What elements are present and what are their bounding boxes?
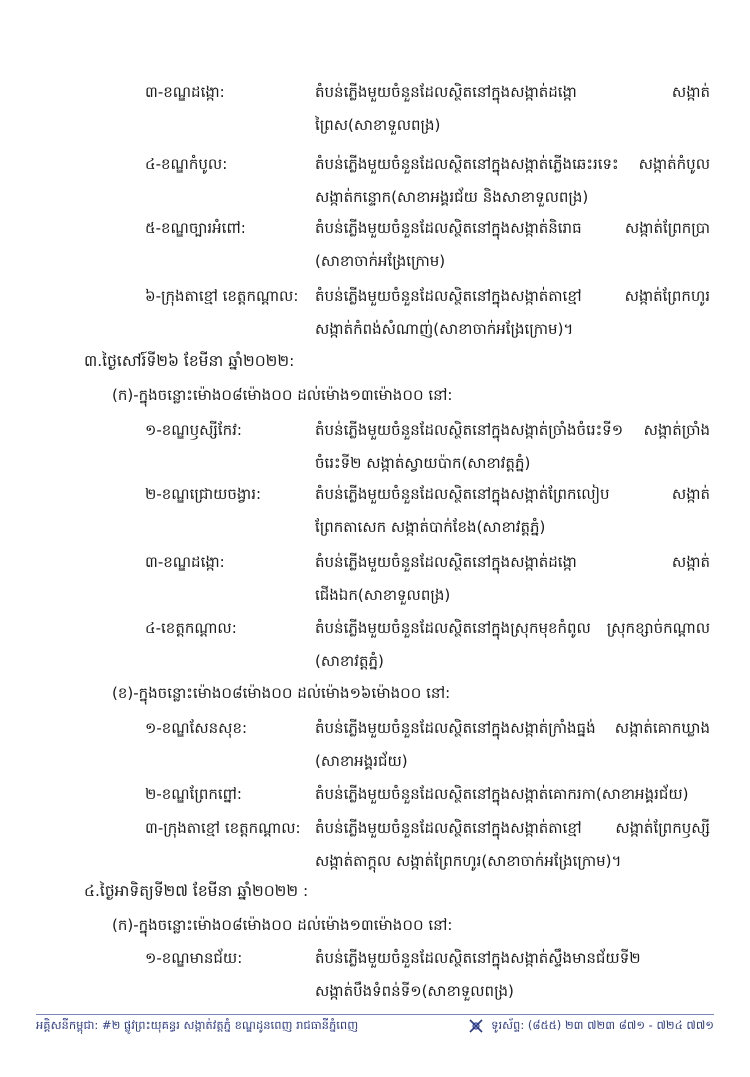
district-label: ១-ខណ្ឌសែនសុខ:: [145, 719, 248, 737]
time-range-title: (ក)-ក្នុងចន្លោះម៉ោង០៨ម៉ោង០០ ដល់ម៉ោង១៣ម៉ោង០០ នៅ:: [112, 386, 453, 404]
time-range-title: (ក)-ក្នុងចន្លោះម៉ោង០៨ម៉ោង០០ ដល់ម៉ោង១៣ម៉ោង០០ នៅ:: [112, 916, 453, 934]
list-item: [145, 478, 710, 544]
list-item: [145, 546, 710, 612]
list-item: [145, 778, 710, 811]
footer-phone: ទូរស័ព្ទ: (៨៥៥) ២៣ ៧២៣ ៨៧១ - ៧២៤ ៧៧១: [491, 1017, 714, 1032]
area-description: តំបន់ភ្លើងមួយចំនួនដែលស្ថិតនៅក្នុងសង្កាត់ក្រាំងធ្នង់ សង្កាត់គោកឃ្លាង (សាខាអង្គរជ័យ): [315, 719, 710, 770]
list-item: [145, 280, 710, 346]
day-heading: ៤.ថ្ងៃអាទិត្យទី២៧ ខែមីនា ឆ្នាំ២០២២ :: [84, 882, 309, 900]
phone-logo-icon: [467, 1017, 485, 1035]
area-description: តំបន់ភ្លើងមួយចំនួនដែលស្ថិតនៅក្នុងសង្កាត់តាខ្មៅ សង្កាត់ព្រែកឫស្សី សង្កាត់តាក្ដុល សង្កាត់ព្រែកហូរ(សាខាចាក់អង្រែក្រោម)។: [315, 819, 710, 870]
list-item: [145, 148, 710, 214]
district-label: ២-ខណ្ឌព្រែកព្នៅ:: [145, 785, 242, 803]
area-description: តំបន់ភ្លើងមួយចំនួនដែលស្ថិតនៅក្នុងសង្កាត់ដង្កោ សង្កាត់ជើងឯក(សាខាទួលពង្រ): [315, 553, 710, 604]
footer-divider: [36, 1014, 714, 1015]
area-description: តំបន់ភ្លើងមួយចំនួនដែលស្ថិតនៅក្នុងសង្កាត់ភ្លើងឆេះរទេះ សង្កាត់កំបូល សង្កាត់កន្ទោក(សាខាអង្គរជ័យ និងសាខាទួលពង្រ): [315, 155, 710, 206]
area-description: តំបន់ភ្លើងមួយចំនួនដែលស្ថិតនៅក្នុងសង្កាត់ដង្កោ សង្កាត់ព្រៃស(សាខាទួលពង្រ): [315, 83, 710, 134]
list-item: [145, 212, 710, 278]
district-label: ៤-ខេត្តកណ្ដាល:: [145, 619, 237, 637]
district-label: ៥-ខណ្ឌច្បារអំពៅ:: [145, 219, 246, 237]
area-description: តំបន់ភ្លើងមួយចំនួនដែលស្ថិតនៅក្នុងសង្កាត់គោករកា(សាខាអង្គរជ័យ): [315, 785, 689, 803]
list-item: [145, 414, 710, 480]
list-item: [145, 76, 710, 142]
time-range-title: (ខ)-ក្នុងចន្លោះម៉ោង០៨ម៉ោង០០ ដល់ម៉ោង១៦ម៉ោង០០ នៅ:: [112, 684, 451, 702]
district-label: ៣-ខណ្ឌដង្កោ:: [145, 83, 225, 101]
area-description: តំបន់ភ្លើងមួយចំនួនដែលស្ថិតនៅក្នុងសង្កាត់ព្រែកលៀប សង្កាត់ព្រែកតាសេក សង្កាត់បាក់ខែង(សាខាវត្តភ្នំ): [315, 485, 710, 536]
list-item: [145, 612, 710, 678]
district-label: ៤-ខណ្ឌកំបូល:: [145, 155, 228, 173]
district-label: ៣-ក្រុងតាខ្មៅ ខេត្តកណ្ដាល:: [145, 819, 301, 837]
list-item: [145, 942, 710, 1008]
area-description: តំបន់ភ្លើងមួយចំនួនដែលស្ថិតនៅក្នុងសង្កាត់តាខ្មៅ សង្កាត់ព្រែកហូរ សង្កាត់កំពង់សំណាញ់(សាខាចាក់អង្រែក្រោម)។: [315, 287, 710, 338]
district-label: ១-ខណ្ឌមានជ័យ:: [145, 949, 243, 967]
district-label: ៣-ខណ្ឌដង្កោ:: [145, 553, 225, 571]
district-label: ១-ខណ្ឌឫស្សីកែវ:: [145, 421, 242, 439]
area-description: តំបន់ភ្លើងមួយចំនួនដែលស្ថិតនៅក្នុងសង្កាត់និរោធ សង្កាត់ព្រែកប្រា (សាខាចាក់អង្រែក្រោម): [315, 219, 710, 270]
district-label: ២-ខណ្ឌជ្រោយចង្វារ:: [145, 485, 262, 503]
list-item: [145, 812, 710, 878]
area-description: តំបន់ភ្លើងមួយចំនួនដែលស្ថិតនៅក្នុងស្រុកមុខកំពូល ស្រុកខ្សាច់កណ្ដាល (សាខាវត្តភ្នំ): [315, 619, 710, 670]
district-label: ៦-ក្រុងតាខ្មៅ ខេត្តកណ្ដាល:: [145, 287, 299, 305]
area-description: តំបន់ភ្លើងមួយចំនួនដែលស្ថិតនៅក្នុងសង្កាត់ស្ទឹងមានជ័យទី២ សង្កាត់បឹងទំពន់ទី១(សាខាទួលពង្រ): [315, 949, 641, 1000]
list-item: [145, 712, 710, 778]
footer-address: អគ្គិសនីកម្ពុជា: #២ ផ្លូវព្រះយុគន្ធរ សង្កាត់វត្តភ្នំ ខណ្ឌដូនពេញ រាជធានីភ្នំពេញ: [36, 1017, 359, 1032]
area-description: តំបន់ភ្លើងមួយចំនួនដែលស្ថិតនៅក្នុងសង្កាត់ច្រាំងចំរេះទី១ សង្កាត់ច្រាំងចំរេះទី២ សង្កាត់ស្វាយប៉ាក(សាខាវត្តភ្នំ): [315, 421, 710, 472]
footer: [36, 1017, 714, 1035]
footer-contact: [467, 1017, 714, 1035]
day-heading: ៣.ថ្ងៃសៅរ៍ទី២៦ ខែមីនា ឆ្នាំ២០២២:: [84, 352, 295, 370]
